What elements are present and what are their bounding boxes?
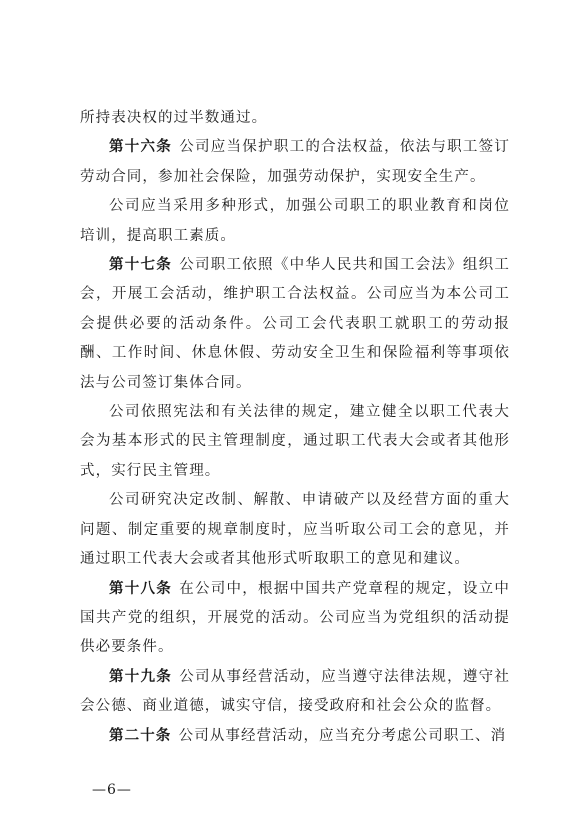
paragraph-3: 公司应当采用多种形式，加强公司职工的职业教育和岗位培训，提高职工素质。 — [80, 198, 510, 244]
page-number: —6— — [92, 782, 132, 798]
paragraph-6: 公司研究决定改制、解散、申请破产以及经营方面的重大问题、制定重要的规章制度时，应当听取公司工会的意见，并通过职工代表大会或者其他形式听取职工的意见和建议。 — [80, 492, 510, 568]
paragraph-1: 所持表决权的过半数通过。 — [80, 110, 268, 126]
article-label-17: 第十七条 — [109, 257, 173, 274]
document-body — [80, 104, 510, 751]
article-label-20: 第二十条 — [109, 727, 172, 744]
article-label-16: 第十六条 — [109, 139, 173, 156]
article-label-18: 第十八条 — [109, 580, 173, 597]
paragraph-article-19: 第十九条 公司从事经营活动，应当遵守法律法规，遵守社会公德、商业道德，诚实守信，接受政府和社会公众的监督。 — [80, 668, 510, 715]
paragraph-article-16: 第十六条 公司应当保护职工的合法权益，依法与职工签订劳动合同，参加社会保险，加强劳动保护，实现安全生产。 — [80, 139, 510, 185]
article-label-19: 第十九条 — [109, 668, 173, 685]
paragraph-article-18: 第十八条 在公司中，根据中国共产党章程的规定，设立中国共产党的组织，开展党的活动。公司应当为党组织的活动提供必要条件。 — [80, 580, 510, 656]
paragraph-article-17: 第十七条 公司职工依照《中华人民共和国工会法》组织工会，开展工会活动，维护职工合法权益。公司应当为本公司工会提供必要的活动条件。公司工会代表职工就职工的劳动报酬、工作时间、休息休假、劳动安全卫生和保险福利等事项依法与公司签订集体合同。 — [80, 257, 510, 391]
paragraph-5: 公司依照宪法和有关法律的规定，建立健全以职工代表大会为基本形式的民主管理制度，通过职工代表大会或者其他形式，实行民主管理。 — [80, 404, 510, 479]
paragraph-article-20: 第二十条 公司从事经营活动，应当充分考虑公司职工、消 — [109, 727, 507, 744]
